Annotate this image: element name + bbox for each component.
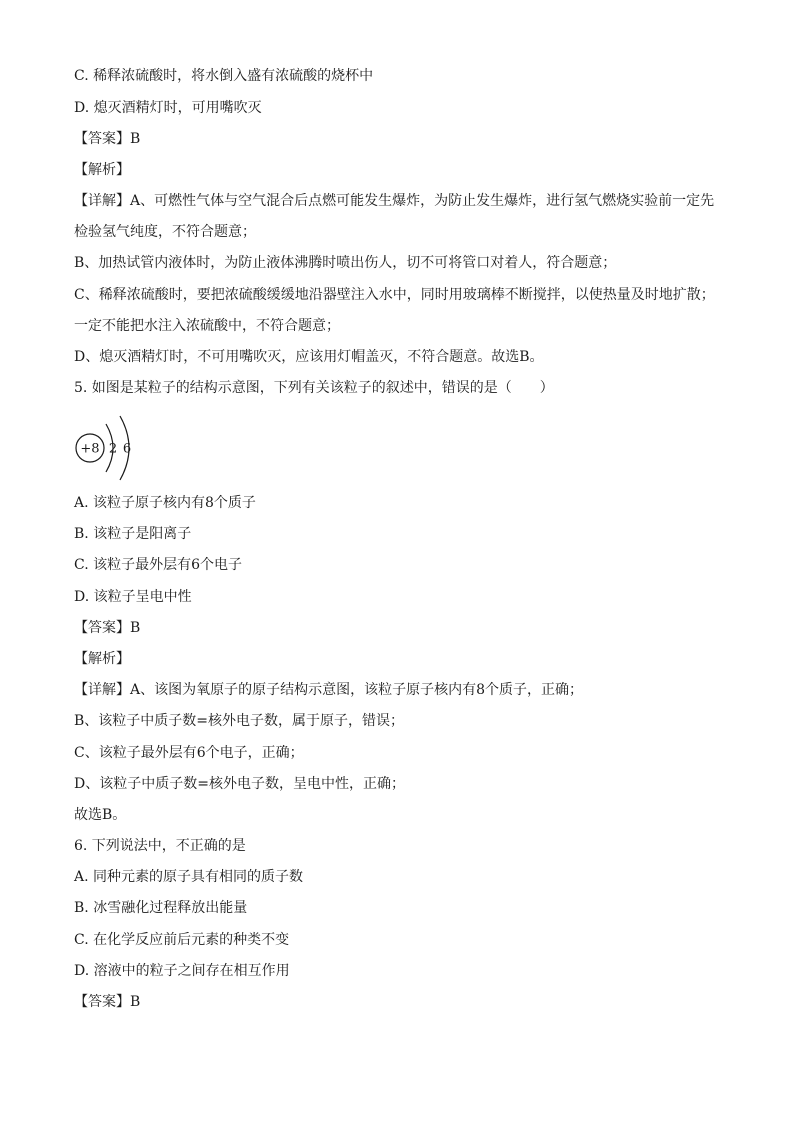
- option-a-q6: A. 同种元素的原子具有相同的质子数: [74, 869, 304, 885]
- question-5: 5. 如图是某粒子的结构示意图，下列有关该粒子的叙述中，错误的是（ ）: [74, 380, 554, 396]
- answer-q5: 【答案】B: [74, 620, 141, 636]
- shell-1-electrons: 2: [108, 441, 118, 457]
- explanation-b-q5: B、该粒子中质子数=核外电子数，属于原子，错误；: [74, 713, 405, 729]
- option-b-q5: B. 该粒子是阳离子: [74, 526, 192, 542]
- option-a-q5: A. 该粒子原子核内有8个质子: [74, 495, 256, 511]
- shell-2-electrons: 6: [122, 441, 132, 457]
- explanation-d-q4: D、熄灭酒精灯时，不可用嘴吹灭，应该用灯帽盖灭，不符合题意。故选B。: [74, 349, 544, 365]
- answer-q6: 【答案】B: [74, 994, 141, 1010]
- explanation-d-q5: D、该粒子中质子数=核外电子数，呈电中性，正确；: [74, 776, 405, 792]
- option-b-q6: B. 冰雪融化过程释放出能量: [74, 900, 248, 916]
- explanation-a-q4-cont: 检验氢气纯度，不符合题意；: [74, 224, 256, 240]
- analysis-heading-q5: 【解析】: [74, 651, 130, 667]
- conclusion-q5: 故选B。: [74, 807, 127, 823]
- explanation-a-q4: 【详解】A、可燃性气体与空气混合后点燃可能发生爆炸，为防止发生爆炸，进行氢气燃烧实验前一定先: [74, 193, 715, 209]
- option-d-q5: D. 该粒子呈电中性: [74, 589, 192, 605]
- explanation-a-q5: 【详解】A、该图为氧原子的原子结构示意图，该粒子原子核内有8个质子，正确；: [74, 682, 584, 698]
- answer-q4: 【答案】B: [74, 131, 141, 147]
- option-d-q4: D. 熄灭酒精灯时，可用嘴吹灭: [74, 100, 262, 116]
- explanation-c-q5: C、该粒子最外层有6个电子，正确；: [74, 745, 304, 761]
- option-c-q4: C. 稀释浓硫酸时，将水倒入盛有浓硫酸的烧杯中: [74, 68, 374, 84]
- atom-structure-diagram: [70, 410, 150, 490]
- option-c-q5: C. 该粒子最外层有6个电子: [74, 557, 243, 573]
- option-d-q6: D. 溶液中的粒子之间存在相互作用: [74, 963, 290, 979]
- explanation-b-q4: B、加热试管内液体时，为防止液体沸腾时喷出伤人，切不可将管口对着人，符合题意；: [74, 255, 617, 271]
- explanation-c-q4-cont: 一定不能把水注入浓硫酸中，不符合题意；: [74, 318, 340, 334]
- option-c-q6: C. 在化学反应前后元素的种类不变: [74, 932, 290, 948]
- nucleus-charge: +8: [80, 441, 100, 457]
- explanation-c-q4: C、稀释浓硫酸时，要把浓硫酸缓缓地沿器壁注入水中，同时用玻璃棒不断搅拌，以使热量及时地扩散；: [74, 287, 715, 303]
- question-6: 6. 下列说法中，不正确的是: [74, 838, 246, 854]
- analysis-heading-q4: 【解析】: [74, 162, 130, 178]
